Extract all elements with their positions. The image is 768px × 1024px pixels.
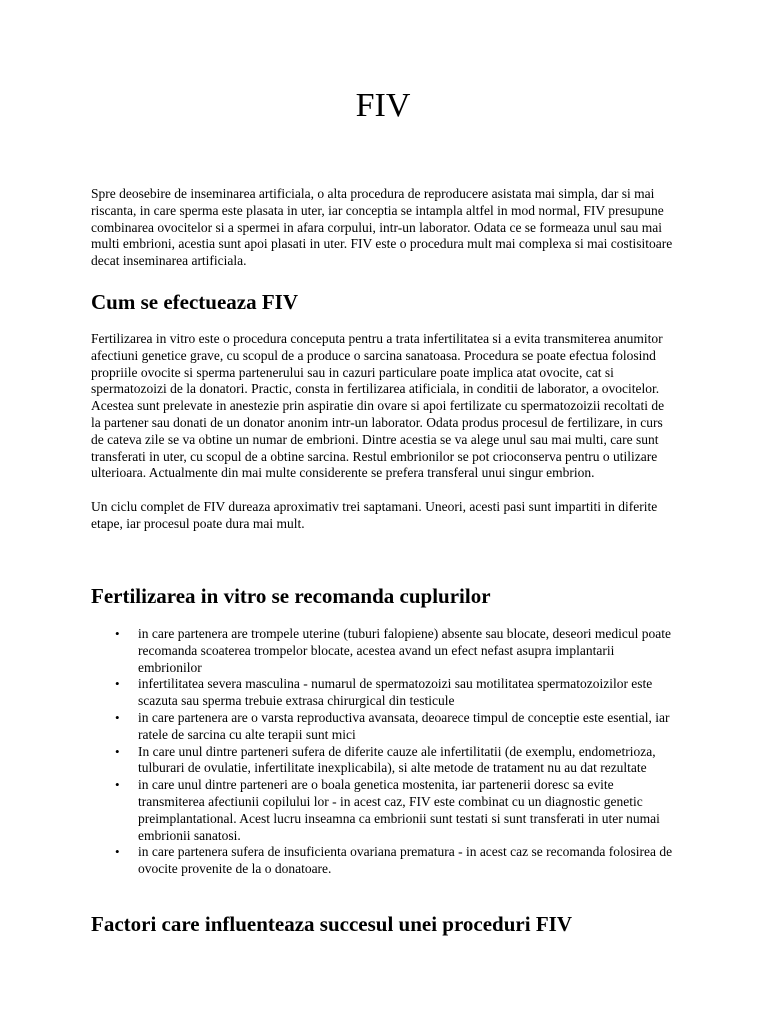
section-2-list-block [91,626,675,878]
intro-paragraph: Spre deosebire de inseminarea artificiala, o alta procedura de reproducere asistata mai simpla, dar si mai riscanta, in care sperma este plasata in uter, iar conceptia se intampla altfel in mod normal, FIV presupune combinarea ovocitelor si a spermei in afara corpului, intr-un laborator. Odata ce se formeaza unul sau mai multi embrioni, acestia sunt apoi plasati in uter. FIV este o procedura mult mai complexa si mai costisitoare decat inseminarea artificiala. [91,186,673,269]
list-item-text: infertilitatea severa masculina - numarul de spermatozoizi sau motilitatea spermatozoizilor este scazuta sau sperma trebuie extrasa chirurgical din testicule [138,676,653,709]
bullet-icon: • [115,777,120,793]
bullet-icon: • [115,626,120,641]
section-1-heading-block [91,288,675,316]
section-heading-factori: Factori care influenteaza succesul unei proceduri FIV [91,912,572,936]
recommendation-list [91,626,675,878]
intro-block [91,186,675,270]
bullet-icon: • [115,709,120,725]
list-item-text: In care unul dintre parteneri sufera de diferite cauze ale infertilitatii (de exemplu, endometrioza, tulburari de ovulatie, infertilitate inexplicabila), si alte metode de tratament nu au dat rezultate [138,743,656,776]
list-item-text: in care partenera are o varsta reproductiva avansata, deoarece timpul de conceptie este esential, iar ratele de sarcina cu alte terapii sunt mici [138,709,670,742]
list-item [91,777,675,844]
section-1-body [91,331,675,533]
list-item [91,844,675,878]
section-2-heading-block [91,582,675,610]
section-1-paragraph-1: Fertilizarea in vitro este o procedura conceputa pentru a trata infertilitatea si a evita transmiterea anumitor afectiuni genetice grave, cu scopul de a produce o sarcina sanatoasa. Procedura se poate efectua folosind propriile ovocite si sperma partenerului sau in cazuri particulare poate implica atat ovocite, cat si spermatozoizi de la donatori. Practic, consta in fertilizarea atificiala, in conditii de laborator, a ovocitelor. Acestea sunt prelevate in anestezie prin aspiratie din ovare si apoi fertilizate cu spermatozoizii recoltati de la partener sau donati de un donator anonim intr-un laborator. Odata produs procesul de fertilizare, in curs de cateva zile se va obtine un numar de embrioni. Dintre acestia se va alege unul sau mai multi, care sunt transferati in uter, cu scopul de a obtine sarcina. Restul embrionilor se pot crioconserva pentru o utilizare ulterioara. Actualmente din mai multe considerente se prefera transferal unui singur embrion. [91,331,665,481]
list-item [91,626,675,676]
document-title: FIV [355,87,411,124]
list-item-text: in care unul dintre parteneri are o boala genetica mostenita, iar partenerii doresc sa evite transmiterea afectiunii copilului lor - in acest caz, FIV este combinat cu un diagnostic genetic preimplantational. Acest lucru inseamna ca embrionii sunt testati si sunt transferati in uter numai embrionii sanatosi. [138,777,660,843]
bullet-icon: • [115,676,120,692]
list-item-text: in care partenera are trompele uterine (tuburi falopiene) absente sau blocate, deseori medicul poate recomanda scoaterea trompelor blocate, acestea avand un efect nefast asupra implantarii embrionilor [138,626,671,675]
section-1-paragraph-2: Un ciclu complet de FIV dureaza aproximativ trei saptamani. Uneori, acesti pasi sunt impartiti in diferite etape, iar procesul poate dura mai mult. [91,498,658,531]
section-heading-cum-se-efectueaza: Cum se efectueaza FIV [91,290,299,314]
list-item [91,676,675,710]
list-item-text: in care partenera sufera de insuficienta ovariana prematura - in acest caz se recomanda folosirea de ovocite provenite de la o donatoare. [138,844,673,877]
list-item [91,744,675,778]
list-item [91,710,675,744]
section-3-heading-block [91,910,675,938]
bullet-icon: • [115,743,120,759]
section-heading-recomandari: Fertilizarea in vitro se recomanda cuplurilor [91,584,491,608]
bullet-icon: • [115,844,120,860]
